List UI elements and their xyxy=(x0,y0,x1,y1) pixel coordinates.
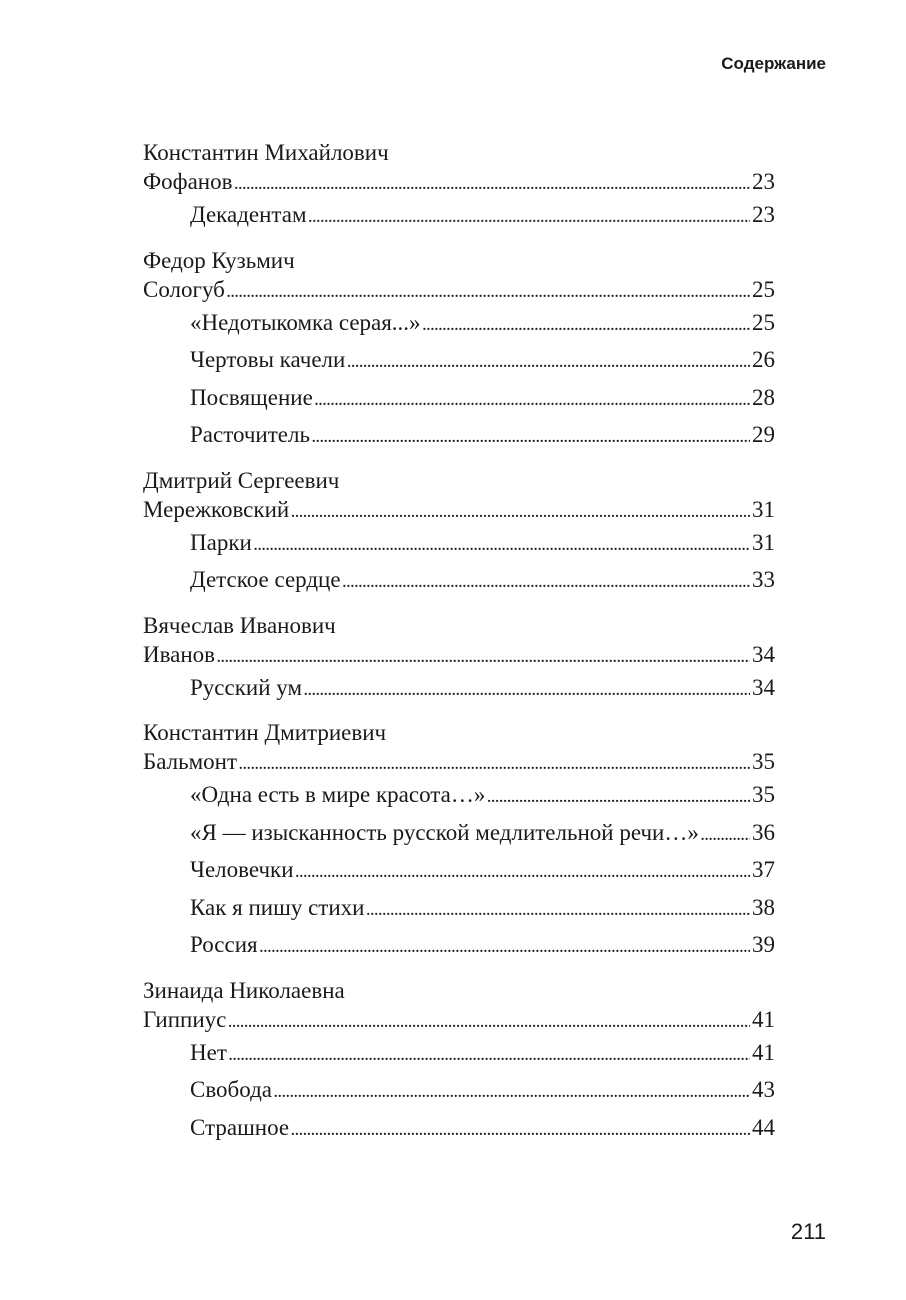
page-ref: 29 xyxy=(752,422,775,447)
author-first-names: Константин Дмитриевич xyxy=(143,720,387,745)
toc-author-row xyxy=(143,167,775,196)
dot-leader xyxy=(291,499,750,528)
toc-author-row xyxy=(143,747,775,776)
page-ref: 28 xyxy=(752,384,775,410)
page-ref: 38 xyxy=(752,894,775,920)
dot-leader xyxy=(315,383,750,421)
work-title: Россия xyxy=(190,932,258,957)
work-title: Чертовы качели xyxy=(190,347,346,372)
page-ref: 25 xyxy=(752,309,775,335)
toc-author-entry xyxy=(143,138,775,234)
author-surname: Иванов xyxy=(143,641,216,667)
author-surname: Бальмонт xyxy=(143,749,237,774)
page-ref: 37 xyxy=(752,857,775,882)
toc-author-entry xyxy=(143,611,775,707)
dot-leader xyxy=(234,171,750,200)
toc-work-row xyxy=(143,851,775,889)
page-ref: 23 xyxy=(752,202,775,227)
author-surname: Мережковский xyxy=(143,496,290,522)
page-ref: 34 xyxy=(752,674,775,700)
dot-leader xyxy=(423,308,750,346)
author-first-names: Федор Кузьмич xyxy=(143,247,295,273)
dot-leader xyxy=(304,673,750,711)
work-title: Декадентам xyxy=(190,202,307,227)
work-title: Детское сердце xyxy=(190,567,341,592)
dot-leader xyxy=(260,930,750,968)
toc-work-row xyxy=(143,669,775,707)
toc-work-row xyxy=(143,1109,775,1147)
toc-author-row xyxy=(143,1005,775,1034)
author-surname: Сологуб xyxy=(143,276,225,302)
author-surname: Гиппиус xyxy=(143,1006,227,1032)
work-title: Как я пишу стихи xyxy=(190,894,365,920)
page-ref: 41 xyxy=(752,1006,775,1032)
toc-author-entry xyxy=(143,466,775,599)
work-title: Расточитель xyxy=(190,422,310,447)
work-title: Русский ум xyxy=(190,674,303,700)
dot-leader xyxy=(274,1075,750,1113)
page-ref: 36 xyxy=(752,819,775,845)
toc-work-row xyxy=(143,1071,775,1109)
toc-author-entry xyxy=(143,976,775,1147)
work-title: Свобода xyxy=(190,1077,272,1102)
toc-author-row xyxy=(143,495,775,524)
toc-work-row xyxy=(143,379,775,417)
author-first-names: Константин Михайлович xyxy=(143,140,389,165)
toc-work-row xyxy=(143,416,775,454)
page-ref: 44 xyxy=(752,1114,775,1140)
toc-author-row xyxy=(143,640,775,669)
running-header: Содержание xyxy=(721,54,826,73)
work-title: Страшное xyxy=(190,1114,290,1140)
page-ref: 31 xyxy=(752,496,775,522)
page-ref: 41 xyxy=(752,1039,775,1065)
page-ref: 34 xyxy=(752,641,775,667)
dot-leader xyxy=(228,1009,750,1038)
dot-leader xyxy=(254,528,750,566)
toc-author-row xyxy=(143,275,775,304)
work-title: «Одна есть в мире красота…» xyxy=(190,782,486,807)
dot-leader xyxy=(347,345,750,383)
toc-author-entry xyxy=(143,246,775,454)
author-first-names: Дмитрий Сергеевич xyxy=(143,467,340,493)
page-ref: 35 xyxy=(752,782,775,807)
page-ref: 31 xyxy=(752,529,775,555)
toc-work-row xyxy=(143,776,775,814)
dot-leader xyxy=(487,780,750,818)
toc-work-row xyxy=(143,814,775,852)
work-title: «Я — изысканность русской медлительной речи…» xyxy=(190,819,699,845)
table-of-contents xyxy=(143,138,775,1146)
toc-work-row xyxy=(143,341,775,379)
toc-work-row xyxy=(143,889,775,927)
work-title: Посвящение xyxy=(190,384,313,410)
toc-work-row xyxy=(143,196,775,234)
page-ref: 25 xyxy=(752,276,775,302)
page-number: 211 xyxy=(790,1219,826,1244)
toc-work-row xyxy=(143,561,775,599)
toc-work-row xyxy=(143,1034,775,1072)
author-surname: Фофанов xyxy=(143,169,233,194)
work-title: Человечки xyxy=(190,857,294,882)
page-ref: 26 xyxy=(752,347,775,372)
page-ref: 39 xyxy=(752,932,775,957)
dot-leader xyxy=(312,420,750,458)
toc-work-row xyxy=(143,304,775,342)
dot-leader xyxy=(343,565,750,603)
page-ref: 43 xyxy=(752,1077,775,1102)
dot-leader xyxy=(229,1038,750,1076)
dot-leader xyxy=(701,818,750,856)
work-title: «Недотыкомка серая...» xyxy=(190,309,421,335)
page-ref: 35 xyxy=(752,749,775,774)
page-ref: 23 xyxy=(752,169,775,194)
author-first-names: Зинаида Николаевна xyxy=(143,977,345,1003)
page-ref: 33 xyxy=(752,567,775,592)
toc-author-entry xyxy=(143,718,775,964)
dot-leader xyxy=(366,893,750,931)
author-first-names: Вячеслав Иванович xyxy=(143,612,336,638)
work-title: Парки xyxy=(190,529,252,555)
dot-leader xyxy=(291,1113,750,1151)
toc-work-row xyxy=(143,926,775,964)
dot-leader xyxy=(309,200,750,238)
dot-leader xyxy=(296,855,750,893)
work-title: Нет xyxy=(190,1039,227,1065)
toc-work-row xyxy=(143,524,775,562)
